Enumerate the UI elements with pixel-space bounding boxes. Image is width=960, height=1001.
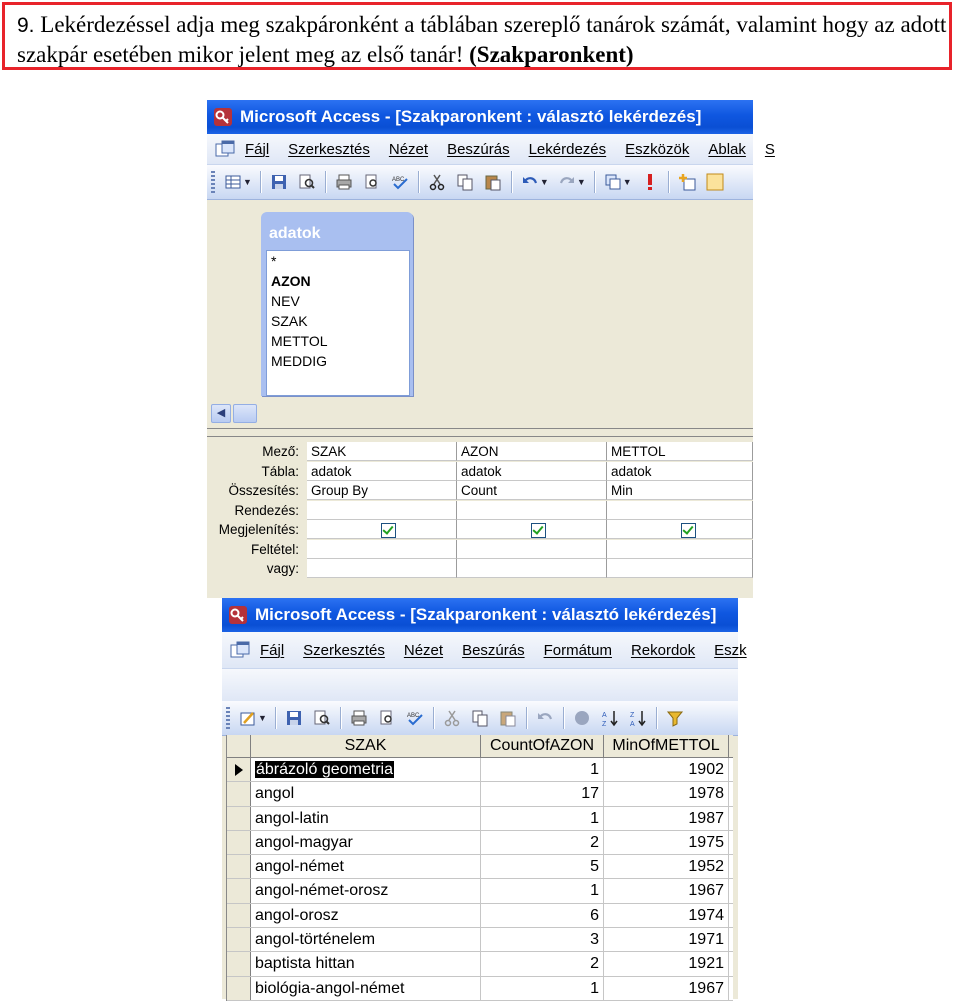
paste-icon[interactable] (481, 170, 505, 194)
toolbar-separator (325, 171, 326, 193)
table-cell[interactable]: 17 (481, 782, 604, 805)
table-cell[interactable]: 6 (481, 904, 604, 927)
menu-bar (222, 632, 747, 669)
grid-row-criteria (207, 540, 753, 560)
select-all-corner[interactable] (227, 735, 251, 757)
sort-ascending-icon[interactable] (598, 706, 622, 730)
table-cell[interactable]: 1 (481, 758, 604, 781)
field-item[interactable]: METTOL (271, 333, 328, 349)
table-cell[interactable]: 2 (481, 831, 604, 854)
table-cell[interactable]: 1921 (604, 952, 729, 975)
svg-text:ABC: ABC (406, 713, 420, 719)
table-cell[interactable]: 1978 (604, 782, 729, 805)
title-bar[interactable] (222, 598, 738, 632)
table-cell[interactable]: angol-történelem (251, 928, 481, 951)
run-icon[interactable] (638, 170, 662, 194)
table-cell[interactable]: angol-német-orosz (251, 879, 481, 902)
grid-cell[interactable] (457, 501, 607, 520)
grid-cell (607, 520, 753, 539)
grid-cell[interactable] (457, 540, 607, 559)
record-selector[interactable] (227, 855, 251, 878)
toolbar-grip[interactable] (211, 171, 215, 193)
table-cell[interactable]: 1902 (604, 758, 729, 781)
toolbar-grip[interactable] (226, 707, 230, 729)
grid-row-sort (207, 501, 753, 521)
toolbar (222, 701, 738, 736)
menu-edit[interactable]: Szerkesztés (303, 641, 385, 659)
show-checkbox[interactable] (531, 523, 546, 538)
field-item[interactable]: SZAK (271, 313, 308, 329)
grid-cell[interactable]: adatok (457, 462, 607, 481)
search-icon[interactable] (295, 170, 319, 194)
hyperlink-icon[interactable] (570, 706, 594, 730)
menu-tools[interactable]: Eszk (714, 641, 747, 659)
svg-text:Z: Z (601, 721, 607, 728)
table-row[interactable] (227, 879, 733, 903)
table-name[interactable]: adatok (269, 225, 321, 242)
grid-cell[interactable]: Count (457, 481, 607, 500)
record-selector[interactable] (227, 782, 251, 805)
grid-cell[interactable] (607, 540, 753, 559)
table-cell[interactable]: 1974 (604, 904, 729, 927)
grid-cell[interactable] (307, 540, 457, 559)
menu-view[interactable]: Nézet (403, 641, 444, 659)
grid-cell[interactable] (607, 501, 753, 520)
chevron-down-icon[interactable]: ▼ (622, 177, 632, 187)
menu-tools[interactable]: Eszközök (625, 140, 690, 158)
table-row[interactable] (227, 928, 733, 952)
toolbar-separator (594, 171, 595, 193)
chevron-down-icon[interactable]: ▼ (576, 177, 586, 187)
grid-label: Mező: (262, 444, 299, 459)
table-row[interactable] (227, 977, 733, 1001)
grid-label: Rendezés: (234, 502, 299, 518)
toolbar-separator (526, 707, 527, 729)
table-cell[interactable]: 1971 (604, 928, 729, 951)
menu-help[interactable]: S (764, 140, 775, 158)
toolbar-separator (563, 707, 564, 729)
table-cell[interactable]: 1952 (604, 855, 729, 878)
menu-window[interactable]: Ablak (708, 140, 746, 158)
toolbar-separator (340, 707, 341, 729)
copy-icon[interactable] (468, 706, 492, 730)
print-preview-icon[interactable] (375, 706, 399, 730)
print-icon[interactable] (347, 706, 371, 730)
field-item[interactable]: MEDDIG (271, 353, 327, 369)
show-checkbox[interactable] (681, 523, 696, 538)
table-cell[interactable]: 2 (481, 952, 604, 975)
toolbar-separator (260, 171, 261, 193)
toolbar-separator (418, 171, 419, 193)
table-cell[interactable]: 3 (481, 928, 604, 951)
table-row[interactable] (227, 855, 733, 879)
svg-text:ABC: ABC (391, 177, 405, 183)
table-cell[interactable]: 1 (481, 977, 604, 1000)
window-title: Microsoft Access - [Szakparonkent : választó lekérdezés] (240, 107, 702, 126)
toolbar-spacer (222, 669, 738, 701)
record-selector[interactable] (227, 928, 251, 951)
save-icon[interactable] (282, 706, 306, 730)
scroll-left-icon[interactable]: ◀ (211, 404, 231, 423)
grid-label: Feltétel: (250, 541, 299, 557)
menu-file[interactable]: Fájl (260, 641, 285, 659)
field-item[interactable]: NEV (271, 293, 300, 309)
pane-splitter[interactable] (207, 428, 753, 437)
print-preview-icon[interactable] (360, 170, 384, 194)
toolbar-separator (275, 707, 276, 729)
grid-cell[interactable]: Group By (307, 481, 457, 500)
table-cell[interactable]: 5 (481, 855, 604, 878)
record-selector[interactable] (227, 831, 251, 854)
menu-query[interactable]: Lekérdezés (528, 140, 607, 158)
grid-row-or (207, 559, 753, 579)
redo-icon[interactable] (555, 170, 579, 194)
cut-icon[interactable] (425, 170, 449, 194)
horizontal-scrollbar[interactable] (207, 402, 753, 424)
copy-icon[interactable] (453, 170, 477, 194)
column-header[interactable]: MinOfMETTOL (604, 735, 729, 757)
menu-format[interactable]: Formátum (543, 641, 612, 659)
window-title: Microsoft Access - [Szakparonkent : választó lekérdezés] (255, 605, 717, 624)
view-icon[interactable] (221, 170, 245, 194)
grid-cell[interactable]: adatok (607, 462, 753, 481)
svg-text:A: A (629, 721, 635, 728)
toolbar-separator (511, 171, 512, 193)
task-number: 9. (17, 14, 35, 37)
svg-text:Z: Z (629, 712, 635, 719)
table-cell[interactable]: 1 (481, 807, 604, 830)
table-cell[interactable]: angol-magyar (251, 831, 481, 854)
toolbar (207, 165, 753, 200)
grid-cell[interactable]: SZAK (307, 442, 457, 461)
grid-cell[interactable]: AZON (457, 442, 607, 461)
table-row[interactable] (227, 758, 733, 782)
task-query-name: (Szakparonkent) (469, 42, 634, 67)
spelling-icon[interactable] (403, 706, 427, 730)
save-icon[interactable] (267, 170, 291, 194)
spelling-icon[interactable] (388, 170, 412, 194)
grid-cell (457, 520, 607, 539)
table-row[interactable] (227, 952, 733, 976)
query-type-icon[interactable] (601, 170, 625, 194)
show-table-icon[interactable] (675, 170, 699, 194)
toolbar-separator (656, 707, 657, 729)
table-cell[interactable]: angol-latin (251, 807, 481, 830)
table-cell[interactable]: 1987 (604, 807, 729, 830)
record-selector[interactable] (227, 807, 251, 830)
grid-row-show (207, 520, 753, 540)
task-statement (2, 2, 952, 70)
undo-icon[interactable] (533, 706, 557, 730)
datasheet-window (222, 598, 747, 999)
totals-icon[interactable] (703, 170, 727, 194)
query-grid (207, 442, 753, 579)
current-record-icon (235, 764, 243, 776)
table-field-list[interactable] (261, 212, 413, 396)
chevron-down-icon[interactable]: ▼ (243, 177, 252, 187)
menu-file[interactable]: Fájl (245, 140, 270, 158)
menu-view[interactable]: Nézet (388, 140, 429, 158)
show-checkbox[interactable] (381, 523, 396, 538)
record-selector[interactable] (227, 904, 251, 927)
record-selector[interactable] (227, 977, 251, 1000)
grid-label: Megjelenítés: (218, 522, 299, 537)
menu-insert[interactable]: Beszúrás (447, 140, 510, 158)
table-cell[interactable]: biológia-angol-német (251, 977, 481, 1000)
table-cell[interactable]: 1967 (604, 879, 729, 902)
grid-cell[interactable] (307, 559, 457, 578)
access-key-icon (213, 107, 233, 127)
search-icon[interactable] (310, 706, 334, 730)
table-row[interactable] (227, 831, 733, 855)
grid-cell[interactable] (457, 559, 607, 578)
table-cell[interactable]: angol (251, 782, 481, 805)
grid-row-field (207, 442, 753, 462)
query-document-icon[interactable] (215, 140, 237, 158)
table-cell[interactable]: 1 (481, 879, 604, 902)
svg-text:A: A (601, 712, 607, 719)
scroll-thumb[interactable] (233, 404, 257, 423)
print-icon[interactable] (332, 170, 356, 194)
title-bar[interactable] (207, 100, 753, 134)
toolbar-separator (433, 707, 434, 729)
datasheet-header (227, 735, 733, 758)
paste-icon[interactable] (496, 706, 520, 730)
task-text: Lekérdezéssel adja meg szakpáronként a táblában szereplő tanárok számát, valamint hogy az adott szakpár esetében mikor jelent meg az első tanár! (17, 12, 947, 67)
table-row[interactable] (227, 904, 733, 928)
grid-label: vagy: (266, 561, 299, 576)
menu-edit[interactable]: Szerkesztés (288, 140, 370, 158)
query-document-icon[interactable] (230, 641, 252, 659)
column-header[interactable]: SZAK (251, 735, 481, 757)
chevron-down-icon[interactable]: ▼ (258, 713, 267, 723)
grid-cell[interactable]: METTOL (607, 442, 753, 461)
table-row[interactable] (227, 782, 733, 806)
sort-descending-icon[interactable] (626, 706, 650, 730)
field-item[interactable]: AZON (271, 273, 311, 289)
table-cell[interactable]: baptista hittan (251, 952, 481, 975)
table-cell[interactable]: 1975 (604, 831, 729, 854)
table-cell[interactable]: angol-orosz (251, 904, 481, 927)
table-cell[interactable] (251, 758, 481, 781)
table-row[interactable] (227, 807, 733, 831)
menu-bar (207, 134, 775, 165)
table-cell[interactable]: 1967 (604, 977, 729, 1000)
design-view-icon[interactable] (236, 706, 260, 730)
column-header[interactable]: CountOfAZON (481, 735, 604, 757)
field-list (266, 250, 410, 396)
menu-insert[interactable]: Beszúrás (462, 641, 525, 659)
cell-value: ábrázoló geometria (256, 761, 393, 778)
grid-cell[interactable] (607, 559, 753, 578)
grid-cell[interactable]: adatok (307, 462, 457, 481)
table-cell[interactable]: angol-német (251, 855, 481, 878)
grid-cell[interactable] (307, 501, 457, 520)
grid-row-total (207, 481, 753, 501)
menu-records[interactable]: Rekordok (630, 641, 696, 659)
access-key-icon (228, 605, 248, 625)
chevron-down-icon[interactable]: ▼ (539, 177, 549, 187)
query-design-window (207, 100, 775, 598)
grid-label: Összesítés: (228, 483, 299, 498)
record-selector[interactable] (227, 952, 251, 975)
grid-cell (307, 520, 457, 539)
record-selector[interactable] (227, 758, 251, 781)
grid-label: Tábla: (261, 463, 299, 479)
grid-row-table (207, 462, 753, 482)
toolbar-separator (668, 171, 669, 193)
record-selector[interactable] (227, 879, 251, 902)
datasheet-grid (226, 735, 733, 1001)
filter-icon[interactable] (663, 706, 687, 730)
undo-icon[interactable] (518, 170, 542, 194)
cut-icon[interactable] (440, 706, 464, 730)
grid-cell[interactable]: Min (607, 481, 753, 500)
field-item[interactable]: * (271, 253, 277, 269)
